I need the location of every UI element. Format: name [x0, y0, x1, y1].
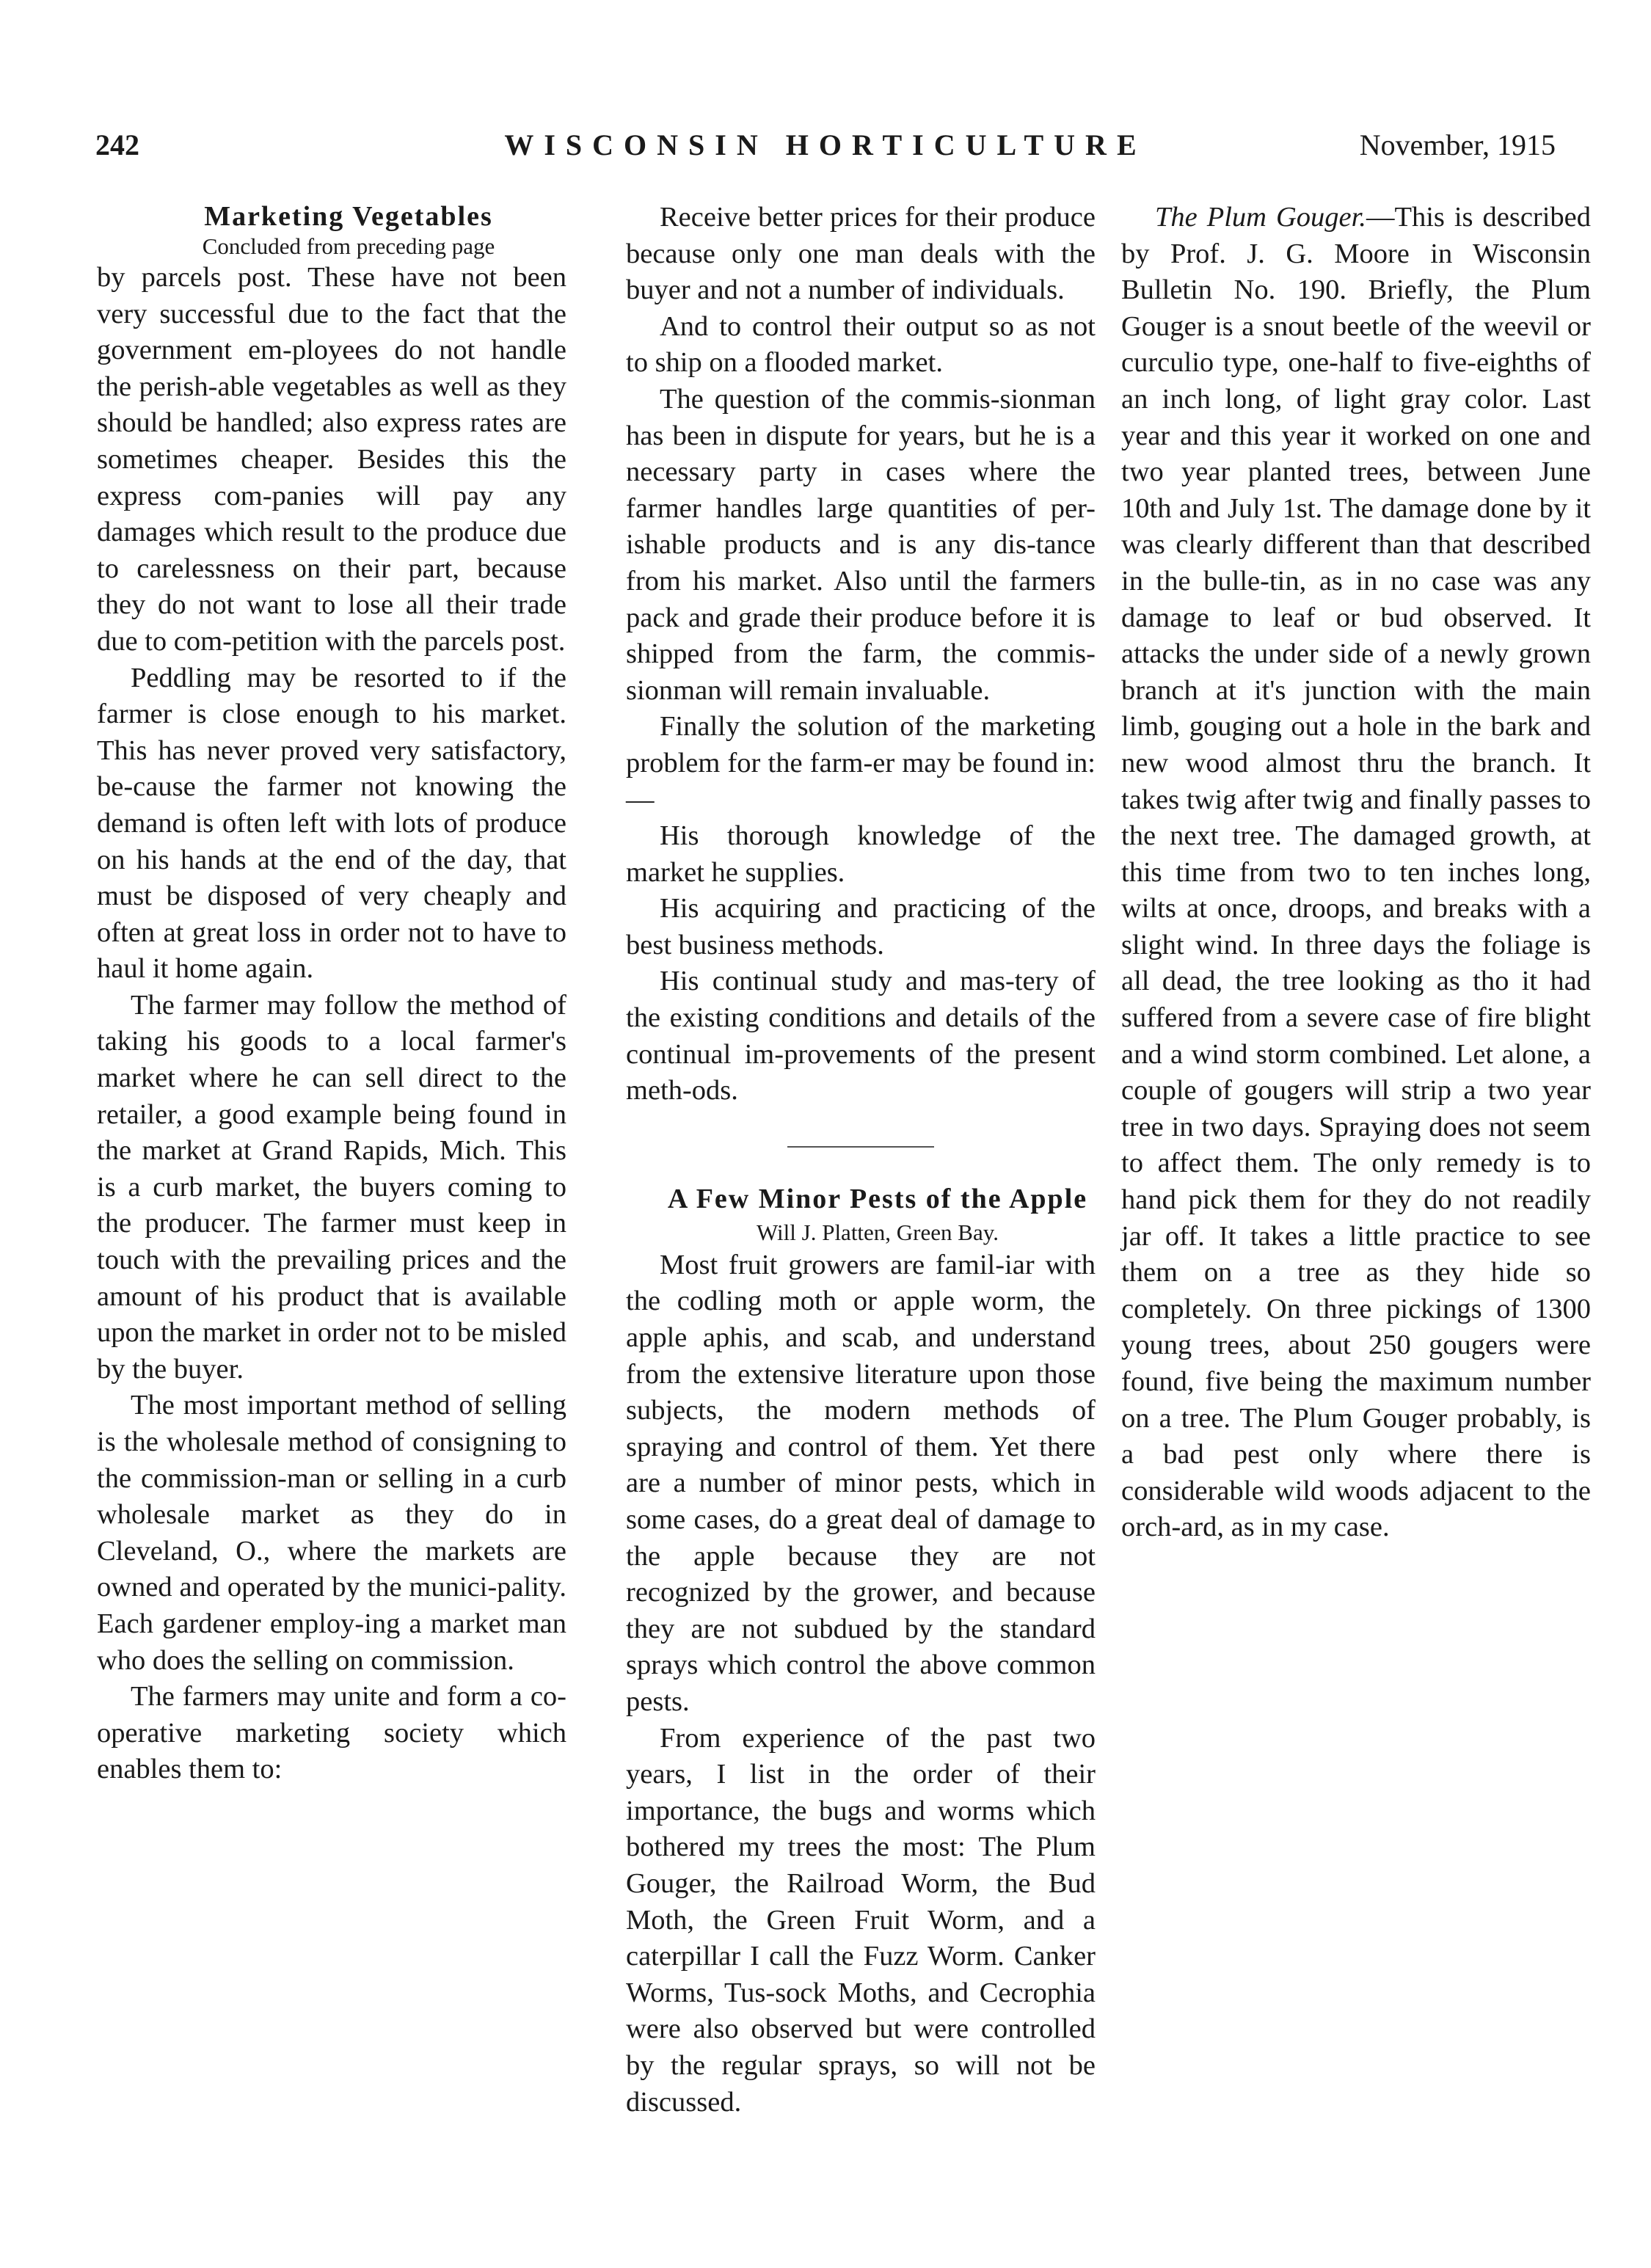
- author-line: Will J. Platten, Green Bay.: [757, 1219, 999, 1245]
- article-title: Marketing Vegetables: [204, 201, 493, 232]
- column-3: [1121, 200, 1591, 1546]
- article-title: A Few Minor Pests of the Apple: [667, 1183, 1088, 1214]
- paragraph: Most fruit growers are famil-iar with the codling moth or apple worm, the apple aphis, and scab, and understand from the extensive literature upon those subjects, the modern methods of spraying and control of them. Yet there are a number of minor pests, which in some cases, do a great deal of damage to the apple because they are not recognized by the grower, and because they are not subdued by the standard sprays which control the above common pests.: [626, 1249, 1096, 1717]
- page-number: 242: [95, 128, 139, 161]
- section-heading: The Plum Gouger.: [1155, 202, 1366, 233]
- paragraph: The farmer may follow the method of taking his goods to a local farmer's market where he can sell direct to the retailer, a good example being found in the market at Grand Rapids, Mich. This is a curb market, the buyers coming to the producer. The farmer must keep in touch with the prevailing prices and the amount of his product that is available upon the market in order not to be misled by the buyer.: [97, 989, 566, 1385]
- paragraph: The farmers may unite and form a co-operative marketing society which enables them to:: [97, 1681, 566, 1785]
- paragraph: [1121, 200, 1591, 1546]
- paragraph-split: From experience of the past two years, I list in the order of their importance, the bugs and worms which bothered my trees the most: The Plum Gouger, the Railroad Worm, the Bud Moth, the Green Fruit Worm, and a caterpillar I call the Fuzz Worm. Canker Worms, Tus-sock Moths, and Cecrophia were also observed but were controlled by the regular sprays, so will not be discussed.: [626, 1722, 1096, 2118]
- article-subtitle: Concluded from preceding page: [202, 233, 495, 259]
- paragraph: And to control their output so as not to ship on a flooded market.: [626, 310, 1096, 379]
- paragraph: by parcels post. These have not been very successful due to the fact that the government em-ployees do not handle the perish-able vegetables as well as they should be handled; also express rates are sometimes cheaper. Besides this the express com-panies will pay any damages which result to the produce due to carelessness on their part, because they do not want to lose all their trade due to com-petition with the parcels post.: [97, 262, 566, 657]
- journal-title: WISCONSIN HORTICULTURE: [504, 128, 1147, 161]
- paragraph: Peddling may be resorted to if the farmer is close enough to his market. This has never proved very satisfactory, be-cause the farmer not knowing the demand is often left with lots of produce on his hands at the end of the day, that must be disposed of very cheaply and often at great loss in order not to have to haul it home again.: [97, 662, 566, 985]
- paragraph: His continual study and mas-tery of the existing conditions and details of the continual im-provements of the present meth-ods.: [626, 966, 1096, 1106]
- column-1: [97, 200, 566, 1788]
- issue-date: November, 1915: [1359, 128, 1556, 161]
- column-2: [626, 200, 1096, 2121]
- paragraph-text: —This is described by Prof. J. G. Moore in Wisconsin Bulletin No. 190. Briefly, the Plum Gouger is a snout beetle of the weevil or curculio type, one-half to five-eighths of an inch long, of light gray color. Last year and this year it worked on one and two year planted trees, between June 10th and July 1st. The damage done by it was clearly different than that described in the bulle-tin, as in no case was any damage to leaf or bud observed. It attacks the under side of a newly grown branch at it's junction with the main limb, gouging out a hole in the bark and new wood almost thru the branch. It takes twig after twig and finally passes to the next tree. The damaged growth, at this time from two to ten inches long, wilts at once, droops, and breaks with a slight wind. In three days the foliage is all dead, the tree looking as tho it had suffered from a severe case of fire blight and a wind storm combined. Let alone, a couple of gougers will strip a two year tree in two days. Spraying does not seem to affect them. The only remedy is to hand pick them for they do not readily jar off. It takes a little practice to see them on a tree as they hide so completely. On three pickings of 1300 young trees, about 250 gougers were found, five being the maximum number on a tree. The Plum Gouger probably, is a bad pest only where there is considerable wild woods adjacent to the orch-ard, as in my case.: [1121, 202, 1592, 1543]
- section-divider: [787, 1146, 934, 1148]
- paragraph: His thorough knowledge of the market he supplies.: [626, 820, 1096, 888]
- paragraph: The most important method of selling is the wholesale method of consigning to the commission-man or selling in a curb wholesale market as they do in Cleveland, O., where the markets are owned and operated by the munici-pality. Each gardener employ-ing a market man who does the selling on commission.: [97, 1390, 566, 1676]
- paragraph: Finally the solution of the marketing problem for the farm-er may be found in:—: [626, 711, 1096, 815]
- paragraph: His acquiring and practicing of the best business methods.: [626, 893, 1096, 960]
- page-header: [95, 123, 1556, 167]
- paragraph: The question of the commis-sionman has been in dispute for years, but he is a necessary party in cases where the farmer handles large quantities of per-ishable products and is any dis-tance from his market. Also until the farmers pack and grade their produce before it is shipped from the farm, the commis-sionman will remain invaluable.: [626, 383, 1096, 706]
- paragraph: Receive better prices for their produce because only one man deals with the buyer and not a number of individuals.: [626, 202, 1096, 306]
